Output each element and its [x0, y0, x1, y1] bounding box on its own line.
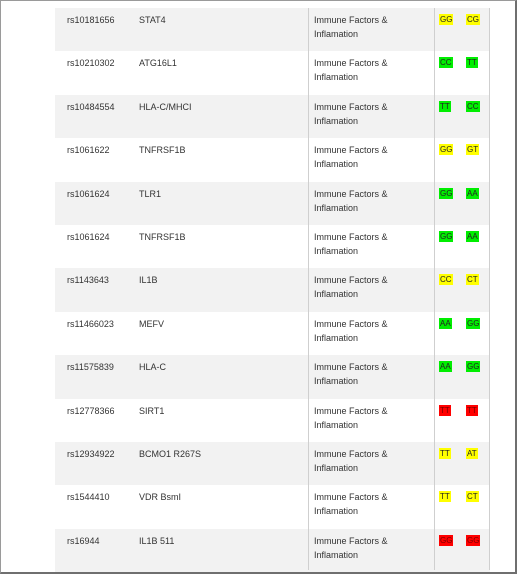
category: Immune Factors & Inflamation — [314, 492, 388, 517]
column-divider — [308, 8, 309, 570]
genotype-2: GG — [467, 318, 480, 328]
genotype-1: TT — [440, 492, 450, 502]
gene-name: TNFRSF1B — [139, 145, 186, 156]
category: Immune Factors & Inflamation — [314, 15, 388, 39]
genotype-table — [55, 8, 490, 570]
gene-name: IL1B — [139, 275, 158, 286]
snp-id: rs1544410 — [67, 492, 110, 503]
genotype-2: AA — [467, 188, 478, 198]
genotype-1: GG — [440, 535, 453, 545]
category: Immune Factors & Inflamation — [314, 405, 388, 430]
category: Immune Factors & Inflamation — [314, 362, 388, 387]
genotype-2: TT — [467, 405, 477, 415]
genotype-2: GT — [467, 145, 479, 155]
genotype-1: GG — [440, 232, 453, 241]
gene-name: SIRT1 — [139, 405, 165, 416]
table-row — [55, 95, 490, 138]
category: Immune Factors & Inflamation — [314, 232, 388, 256]
table-row — [55, 225, 490, 268]
snp-id: rs16944 — [67, 535, 100, 546]
gene-name: TLR1 — [139, 188, 162, 199]
genotype-1: TT — [440, 101, 450, 111]
column-divider — [434, 8, 435, 570]
genotype-1: AA — [440, 362, 451, 372]
category: Immune Factors & Inflamation — [314, 145, 388, 170]
genotype-2: CT — [467, 492, 478, 502]
genotype-1: CC — [440, 58, 452, 68]
genotype-2: CC — [467, 101, 479, 111]
snp-id: rs10484554 — [67, 101, 115, 112]
gene-name: IL1B 511 — [139, 535, 175, 546]
gene-name: TNFRSF1B — [139, 232, 186, 242]
table-row — [55, 138, 490, 181]
snp-id: rs11466023 — [67, 318, 114, 329]
table-row — [55, 268, 490, 311]
table-row — [55, 355, 490, 398]
table-row — [55, 485, 490, 528]
genotype-2: AA — [467, 232, 478, 241]
genotype-2: AT — [467, 449, 477, 458]
category: Immune Factors & Inflamation — [314, 275, 388, 300]
snp-id: rs1143643 — [67, 275, 109, 286]
column-divider — [489, 8, 490, 570]
table-row — [55, 182, 490, 225]
genotype-2: CG — [467, 15, 479, 24]
gene-name: HLA-C/MHCI — [139, 101, 192, 112]
genotype-1: GG — [440, 145, 453, 155]
category: Immune Factors & Inflamation — [314, 535, 388, 560]
gene-name: STAT4 — [139, 15, 166, 25]
genotype-2: CT — [467, 275, 478, 285]
genotype-1: TT — [440, 405, 450, 415]
table-row — [55, 442, 490, 485]
genotype-1: TT — [440, 449, 450, 458]
snp-id: rs12934922 — [67, 449, 115, 459]
snp-id: rs1061624 — [67, 232, 110, 242]
category: Immune Factors & Inflamation — [314, 58, 388, 83]
table-row — [55, 51, 490, 94]
genotype-1: GG — [440, 15, 453, 24]
table-row — [55, 529, 490, 572]
gene-name: ATG16L1 — [139, 58, 177, 69]
category: Immune Factors & Inflamation — [314, 449, 388, 473]
genotype-1: AA — [440, 318, 451, 328]
gene-name: VDR BsmI — [139, 492, 182, 503]
snp-id: rs12778366 — [67, 405, 115, 416]
snp-id: rs1061622 — [67, 145, 110, 156]
gene-name: MEFV — [139, 318, 165, 329]
gene-name: HLA-C — [139, 362, 167, 373]
genotype-1: GG — [440, 188, 453, 198]
table-row — [55, 399, 490, 442]
table-row — [55, 312, 490, 355]
genotype-2: TT — [467, 58, 477, 68]
snp-id: rs1061624 — [67, 188, 110, 199]
table-row — [55, 8, 490, 51]
category: Immune Factors & Inflamation — [314, 101, 388, 126]
snp-id: rs10181656 — [67, 15, 115, 25]
category: Immune Factors & Inflamation — [314, 188, 388, 213]
category: Immune Factors & Inflamation — [314, 318, 388, 343]
snp-id: rs11575839 — [67, 362, 114, 373]
genotype-2: GG — [467, 362, 480, 372]
genotype-2: GG — [467, 535, 480, 545]
genotype-1: CC — [440, 275, 452, 285]
snp-id: rs10210302 — [67, 58, 115, 69]
gene-name: BCMO1 R267S — [139, 449, 202, 459]
